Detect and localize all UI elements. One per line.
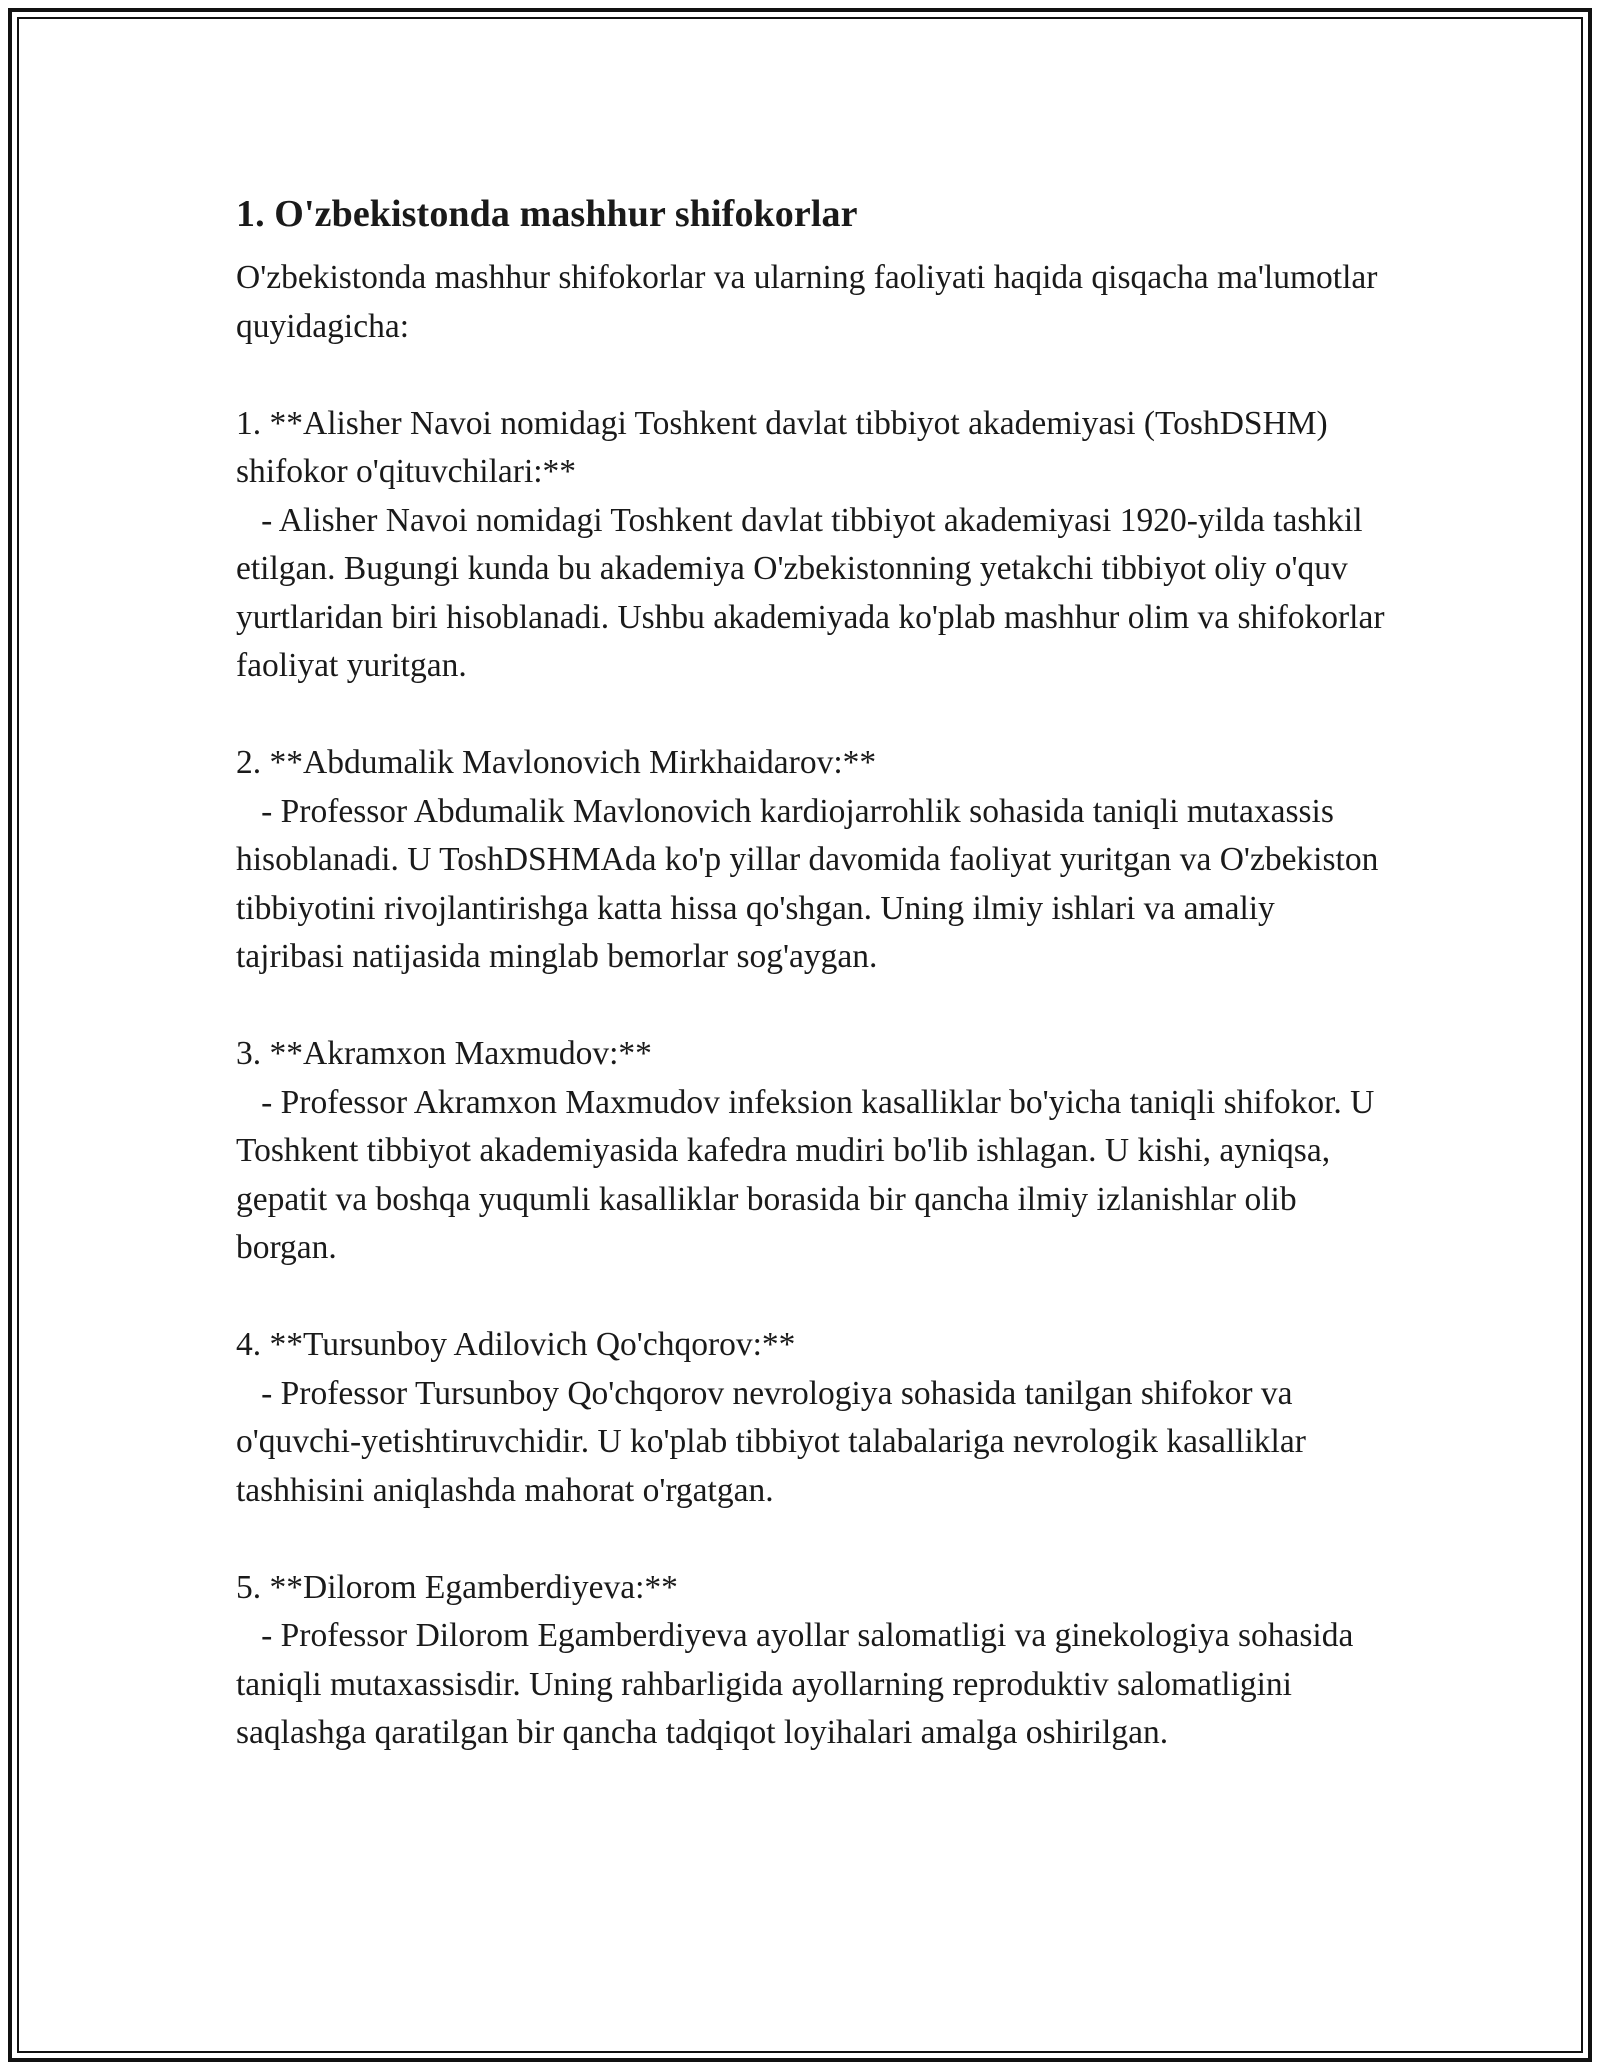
- list-item: [236, 1030, 1386, 1273]
- entry-heading: 2. **Abdumalik Mavlonovich Mirkhaidarov:**: [236, 744, 877, 781]
- entry-body: - Professor Tursunboy Qo'chqorov nevrologiya sohasida tanilgan shifokor va o'quvchi-yetishtiruvchidir. U ko'plab tibbiyot talabalariga nevrologik kasalliklar tashhisini aniqlashda mahorat o'rgatgan.: [236, 1374, 1315, 1509]
- entry-body: - Professor Akramxon Maxmudov infeksion kasalliklar bo'yicha taniqli shifokor. U Toshkent tibbiyot akademiyasida kafedra mudiri bo'lib ishlagan. U kishi, ayniqsa, gepatit va boshqa yuqumli kasalliklar borasida bir qancha ilmiy izlanishlar olib borgan.: [236, 1083, 1383, 1266]
- list-item: [236, 739, 1386, 982]
- entry-heading: 3. **Akramxon Maxmudov:**: [236, 1035, 652, 1072]
- entry-body: - Professor Dilorom Egamberdiyeva ayollar salomatligi va ginekologiya sohasida taniqli mutaxassisdir. Uning rahbarligida ayollarning reproduktiv salomatligini saqlashga qaratilgan bir qancha tadqiqot loyihalari amalga oshirilgan.: [236, 1617, 1362, 1751]
- list-item: [236, 1564, 1386, 1758]
- list-item: [236, 400, 1393, 691]
- document-content: [236, 182, 1393, 1758]
- entry-heading: 1. **Alisher Navoi nomidagi Toshkent davlat tibbiyot akademiyasi (ToshDSHM) shifokor o'qituvchilari:**: [236, 404, 1328, 490]
- entry-heading: 5. **Dilorom Egamberdiyeva:**: [236, 1568, 678, 1606]
- intro-paragraph: O'zbekistonda mashhur shifokorlar va ularning faoliyati haqida qisqacha ma'lumotlar quyidagicha:: [236, 259, 1378, 345]
- entry-heading: 4. **Tursunboy Adilovich Qo'chqorov:**: [236, 1326, 796, 1363]
- entry-body: - Alisher Navoi nomidagi Toshkent davlat tibbiyot akademiyasi 1920-yilda tashkil etilgan. Bugungi kunda bu akademiya O'zbekistonning yetakchi tibbiyot oliy o'quv yurtlaridan biri hisoblanadi. Ushbu akademiyada ko'plab mashhur olim va shifokorlar faoliyat yuritgan.: [236, 501, 1393, 684]
- list-item: [236, 1321, 1386, 1515]
- entry-body: - Professor Abdumalik Mavlonovich kardiojarrohlik sohasida taniqli mutaxassis hisoblanadi. U ToshDSHMAda ko'p yillar davomida faoliyat yuritgan va O'zbekiston tibbiyotini rivojlantirishga katta hissa qo'shgan. Uning ilmiy ishlari va amaliy tajribasi natijasida minglab bemorlar sog'aygan.: [236, 792, 1387, 975]
- document-title: 1. O'zbekistonda mashhur shifokorlar: [236, 193, 858, 235]
